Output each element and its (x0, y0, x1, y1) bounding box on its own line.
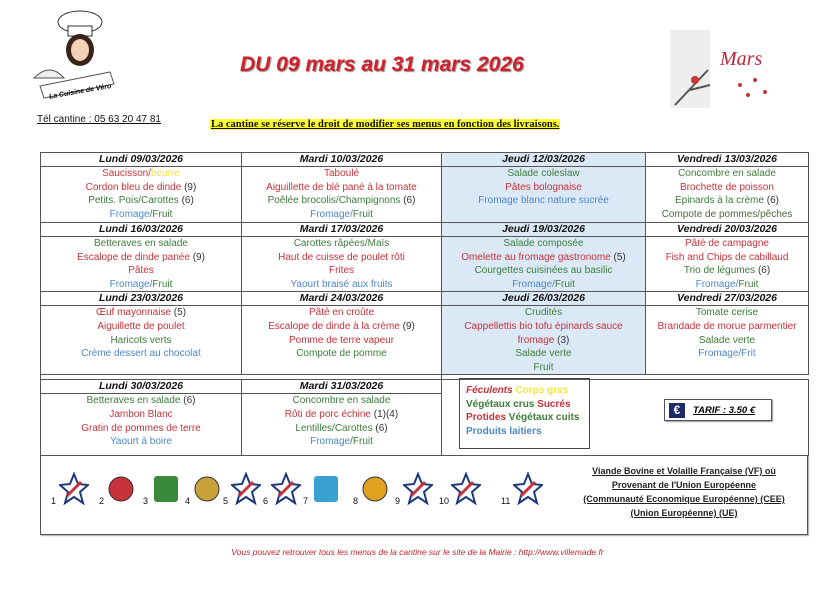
menu-text: Pâté en croûte (308, 307, 375, 319)
menu-item (442, 264, 645, 278)
menu-text: Petits. Pois/Carottes (88, 195, 182, 207)
menu-text: Pâtes bolognaise (505, 181, 582, 193)
menu-text: Frites (329, 265, 354, 277)
day-header: Lundi 09/03/2026 (41, 153, 242, 167)
menu-text: Fromage blanc nature sucrée (478, 195, 609, 207)
menu-text: Fromage (310, 436, 351, 448)
menu-text: Brandade de morue parmentier (657, 320, 797, 332)
menu-text: Végétaux crus (466, 398, 535, 410)
menu-text: (9) (402, 320, 415, 332)
menu-item (242, 237, 441, 251)
menu-text: Omelette au fromage gastronome (461, 251, 614, 263)
menu-item (41, 422, 241, 436)
menu-text: Haricots verts (110, 334, 172, 346)
menu-text: Courgettes cuisinées au basilic (474, 265, 613, 277)
menu-text: Crudités (524, 307, 563, 319)
menu-text: (3) (557, 334, 570, 346)
menu-text: /Fruit (149, 208, 173, 220)
menu-item (442, 306, 645, 320)
quality-labels-box (40, 455, 808, 535)
menu-text: Végétaux cuits (506, 412, 580, 423)
label-number: 5 (223, 496, 229, 506)
label-number: 3 (143, 496, 149, 506)
legend-row (466, 398, 583, 412)
day-header: Mardi 31/03/2026 (242, 380, 442, 394)
menu-item (242, 194, 441, 208)
legend-row (466, 425, 583, 439)
menu-item (242, 264, 441, 278)
label-number: 10 (439, 496, 450, 506)
label-number: 2 (99, 496, 105, 506)
menu-text: Taboulé (323, 168, 360, 179)
quality-label-icon (403, 472, 433, 506)
day-header: Lundi 16/03/2026 (41, 223, 242, 237)
menu-text: Carottes râpées/Maïs (293, 238, 390, 249)
menu-text: Pomme de terre vapeur (288, 334, 395, 346)
menu-text: Féculents (466, 385, 513, 396)
day-menu (41, 394, 242, 456)
menu-item (646, 237, 808, 251)
quality-label-icon (151, 472, 181, 506)
day-header: Jeudi 19/03/2026 (442, 223, 646, 237)
menu-item (41, 394, 241, 408)
menu-item (242, 167, 441, 181)
day-menu (41, 237, 242, 292)
menu-item (442, 278, 645, 292)
menu-text: Protides (466, 412, 507, 423)
menu-text: Salade composée (503, 238, 584, 249)
menu-item (242, 306, 441, 320)
day-menu (242, 306, 442, 375)
menu-text: (6) (403, 195, 416, 207)
menu-text: Betteraves en salade (94, 238, 188, 249)
label-number: 6 (263, 496, 269, 506)
day-menu (242, 237, 442, 292)
origin-line: (Union Européenne) (UE) (630, 508, 738, 518)
menu-item (646, 320, 808, 334)
menu-text: Sucrés (534, 398, 571, 410)
menu-text: Fromage/ (109, 278, 153, 290)
menu-item (41, 278, 241, 292)
menu-text: Fruit (738, 278, 759, 290)
menu-item (646, 251, 808, 265)
day-header: Jeudi 12/03/2026 (442, 153, 646, 167)
quality-label-icon (271, 472, 301, 506)
notice-banner: La cantine se réserve le droit de modifier ses menus en fonction des livraisons. (211, 119, 560, 130)
menu-text: Fruit (533, 361, 554, 373)
menu-text: Betteraves en salade (86, 395, 184, 407)
day-header: Mardi 17/03/2026 (242, 223, 442, 237)
menu-text: Fromage/Frit (698, 348, 756, 360)
menu-item (41, 320, 241, 334)
menu-text: Salade verte (698, 334, 756, 346)
quality-label-icon (107, 472, 137, 506)
day-header: Vendredi 20/03/2026 (646, 223, 809, 237)
menu-text: Fish and Chips de cabillaud (665, 251, 789, 263)
menu-text: (6) (757, 265, 771, 277)
menu-text: (6) (375, 422, 388, 434)
menu-text: Œuf mayonnaise (95, 307, 174, 319)
day-header: Mardi 10/03/2026 (242, 153, 442, 167)
day-header: Jeudi 26/03/2026 (442, 292, 646, 306)
menu-text: Salade coleslaw (507, 168, 580, 179)
menu-item (442, 334, 645, 348)
menu-text: Rôti de porc échine (284, 408, 374, 420)
svg-text:Mars: Mars (720, 48, 763, 70)
menu-text: Epinards à la crème (675, 195, 767, 207)
menu-text: Compote de pommes/pêches (661, 208, 793, 220)
menu-item (646, 278, 808, 292)
legend-row (466, 384, 583, 398)
day-header: Vendredi 13/03/2026 (646, 153, 809, 167)
menu-text: Fruit (554, 278, 575, 290)
menu-text: Yaourt braisé aux fruits (290, 278, 393, 290)
menu-item (41, 167, 241, 181)
menu-text: Fromage/ (695, 278, 739, 290)
menu-item (242, 181, 441, 195)
menu-item (41, 334, 241, 348)
menu-text: Gratin de pommes de terre (81, 422, 201, 434)
day-menu (646, 237, 809, 292)
page-title: DU 09 mars au 31 mars 2026 (240, 53, 524, 76)
menu-text: Haut de cuisse de poulet rôti (278, 251, 405, 263)
food-group-legend (459, 378, 590, 449)
menu-text: (5) (173, 307, 187, 319)
day-header: Lundi 23/03/2026 (41, 292, 242, 306)
menu-text: beurre (151, 168, 180, 179)
phone-number: Tél cantine : 05 63 20 47 81 (37, 114, 161, 125)
day-menu (41, 306, 242, 375)
menu-text: Brochette de poisson (680, 181, 774, 193)
menu-item (242, 347, 441, 361)
origin-line: (Communauté Economique Européenne) (CEE) (583, 494, 785, 504)
menu-item (646, 167, 808, 181)
day-header: Lundi 30/03/2026 (41, 380, 242, 394)
menu-item (646, 208, 808, 222)
menu-item (242, 334, 441, 348)
menu-text: (1)(4) (373, 408, 399, 420)
menu-item (41, 264, 241, 278)
menu-text: Jambon Blanc (109, 408, 173, 420)
la-cuisine-de-vero-logo (28, 8, 124, 104)
day-menu (41, 167, 242, 223)
tarif-label: TARIF : 3.50 € (693, 404, 756, 416)
quality-label-icon (59, 472, 89, 506)
menu-text: Cappellettis bio tofu épinards sauce (464, 320, 623, 332)
menu-item (442, 181, 645, 195)
menu-item (646, 264, 808, 278)
menu-text: (9) (192, 251, 205, 263)
menu-text: Saucisson/ (102, 168, 151, 179)
menu-text: fromage (517, 334, 558, 346)
menu-text: Concombre en salade (678, 168, 776, 179)
menu-text: Salade verte (515, 348, 572, 360)
menu-item (242, 320, 441, 334)
menu-text: Fromage (109, 208, 150, 220)
menu-item (646, 334, 808, 348)
menu-item (41, 194, 241, 208)
label-number: 1 (51, 496, 57, 506)
menu-item (242, 208, 441, 222)
menu-text: Fruit (152, 278, 173, 290)
euro-icon: € (669, 403, 685, 418)
menu-text: Pâtes (128, 265, 154, 277)
menu-text: Aiguillette de blé pané à la tomate (266, 181, 417, 193)
label-number: 11 (501, 496, 511, 506)
origin-note (569, 464, 799, 520)
day-menu (242, 167, 442, 223)
label-number: 9 (395, 496, 401, 506)
label-number: 7 (303, 496, 309, 506)
day-menu (646, 167, 809, 223)
day-menu (242, 394, 442, 456)
day-menu (442, 237, 646, 292)
menu-item (442, 251, 645, 265)
menu-text: (6) (181, 195, 194, 207)
menu-item (242, 435, 441, 449)
menu-text: Fromage/ (512, 278, 555, 290)
mars-month-logo (670, 30, 785, 110)
menu-item (442, 320, 645, 334)
quality-label-icon (311, 472, 341, 506)
menu-item (41, 435, 241, 449)
menu-text: (9) (184, 181, 197, 193)
day-header: Mardi 24/03/2026 (242, 292, 442, 306)
menu-text: /Fruit (350, 436, 373, 448)
menu-text: Yaourt à boire (109, 436, 173, 448)
menu-text: Escalope de dinde panée (77, 251, 193, 263)
label-number: 8 (353, 496, 359, 506)
menu-item (242, 394, 441, 408)
menu-text: Fromage/ (310, 208, 353, 220)
menu-text: (5) (613, 251, 626, 263)
menu-text: Concombre en salade (292, 395, 391, 407)
menu-text: Trio de légumes (683, 265, 758, 277)
menu-text: Aiguillette de poulet (97, 320, 185, 332)
quality-label-icon (513, 472, 543, 506)
menu-text: Corps gras (512, 385, 569, 396)
menu-text: Compote de pomme (296, 348, 387, 360)
quality-label-icon (231, 472, 261, 506)
menu-item (41, 181, 241, 195)
menu-item (41, 208, 241, 222)
menu-text: Tomate cerise (695, 307, 759, 319)
menu-item (442, 194, 645, 208)
menu-item (41, 237, 241, 251)
day-menu (646, 306, 809, 375)
quality-label-icon (193, 472, 223, 506)
menu-text: Pâté de campagne (685, 238, 769, 249)
menu-item (646, 194, 808, 208)
menu-text: (6) (766, 195, 779, 207)
menu-item (646, 347, 808, 361)
menu-item (442, 237, 645, 251)
label-number: 4 (185, 496, 191, 506)
menu-item (242, 408, 441, 422)
tarif-box (664, 399, 772, 421)
quality-label-icon (451, 472, 481, 506)
menu-text: Escalope de dinde à la crème (268, 320, 403, 332)
day-menu (442, 306, 646, 375)
menu-item (442, 167, 645, 181)
menu-item (242, 422, 441, 436)
menu-text: Fruit (352, 208, 373, 220)
menu-item (646, 306, 808, 320)
origin-line: Provenant de l'Union Européenne (611, 480, 757, 490)
quality-label-icon (361, 472, 391, 506)
menu-text: Poêlée brocolis/Champignons (267, 195, 404, 207)
menu-item (41, 347, 241, 361)
menu-item (242, 278, 441, 292)
menu-item (41, 408, 241, 422)
menu-text: Lentilles/Carottes (295, 422, 376, 434)
legend-row (466, 411, 583, 425)
menu-item (442, 347, 645, 361)
menu-text: Cordon bleu de dinde (85, 181, 185, 193)
svg-text:La Cuisine de Véro: La Cuisine de Véro (48, 82, 112, 101)
menu-text: Crème dessert au chocolat (81, 348, 201, 360)
menu-item (646, 181, 808, 195)
menu-text: Produits laitiers (466, 425, 542, 437)
menu-text: (6) (183, 395, 196, 407)
menu-item (442, 361, 645, 375)
day-header: Vendredi 27/03/2026 (646, 292, 809, 306)
origin-line: Viande Bovine et Volaille Française (VF) où (592, 466, 776, 476)
day-menu (442, 167, 646, 223)
menu-item (41, 306, 241, 320)
footer-note: Vous pouvez retrouver tous les menus de la cantine sur le site de la Mairie : http://www.villemade.fr (231, 547, 604, 557)
menu-item (41, 251, 241, 265)
menu-item (242, 251, 441, 265)
